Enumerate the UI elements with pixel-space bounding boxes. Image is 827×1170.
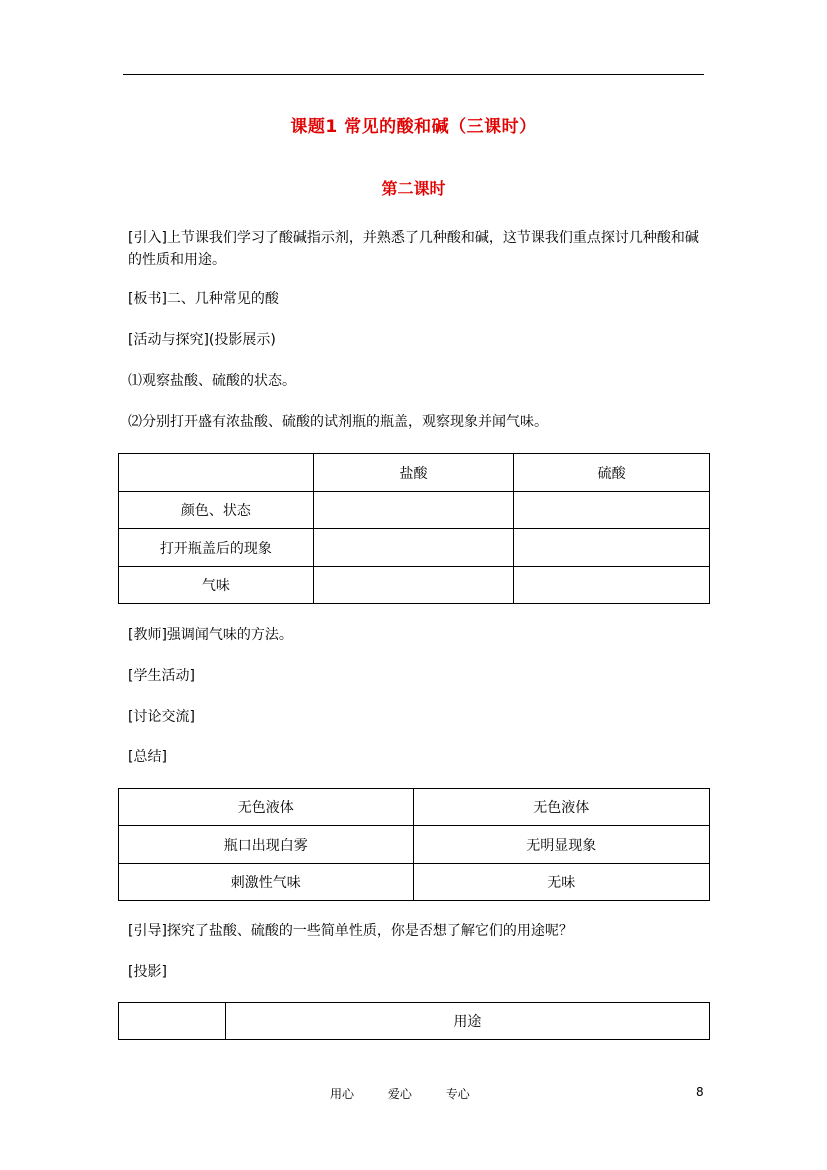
table-cell bbox=[313, 529, 514, 567]
table-cell: 瓶口出现白雾 bbox=[119, 826, 414, 864]
table-cell bbox=[119, 1003, 226, 1040]
table-cell: 打开瓶盖后的现象 bbox=[119, 529, 314, 567]
table-cell: 刺激性气味 bbox=[119, 864, 414, 901]
paragraph-step-2: ⑵分别打开盛有浓盐酸、硫酸的试剂瓶的瓶盖，观察现象并闻气味。 bbox=[128, 414, 548, 430]
table-cell bbox=[514, 567, 710, 604]
lesson-subtitle: 第二课时 bbox=[381, 179, 446, 198]
table-row bbox=[119, 567, 710, 604]
table-cell: 无明显现象 bbox=[413, 826, 710, 864]
paragraph-student-activity: [学生活动] bbox=[128, 668, 195, 684]
table-header-cell: 用途 bbox=[225, 1003, 709, 1040]
paragraph-projection: [投影] bbox=[128, 964, 167, 980]
table-header-cell: 盐酸 bbox=[313, 454, 514, 492]
document-title: 课题1 常见的酸和碱（三课时） bbox=[290, 117, 537, 137]
footer bbox=[330, 1085, 500, 1102]
table-row bbox=[119, 864, 710, 901]
paragraph-intro: [引入]上节课我们学习了酸碱指示剂，并熟悉了几种酸和碱，这节课我们重点探讨几种酸和碱的性质和用途。 bbox=[128, 230, 699, 268]
table-row bbox=[119, 529, 710, 567]
paragraph-discussion: [讨论交流] bbox=[128, 709, 195, 725]
paragraph-summary: [总结] bbox=[128, 749, 167, 765]
table-cell bbox=[514, 492, 710, 529]
table-cell: 无色液体 bbox=[119, 789, 414, 826]
paragraph-board: [板书]二、几种常见的酸 bbox=[128, 291, 279, 307]
paragraph-teacher: [教师]强调闻气味的方法。 bbox=[128, 627, 293, 643]
table-row bbox=[119, 826, 710, 864]
table-cell: 无味 bbox=[413, 864, 710, 901]
table-cell bbox=[119, 454, 314, 492]
table-cell: 颜色、状态 bbox=[119, 492, 314, 529]
table-cell bbox=[313, 492, 514, 529]
table-header-row bbox=[119, 1003, 710, 1040]
table-cell: 气味 bbox=[119, 567, 314, 604]
paragraph-activity: [活动与探究](投影展示) bbox=[128, 332, 276, 348]
page-number: 8 bbox=[696, 1085, 704, 1099]
table-row bbox=[119, 492, 710, 529]
footer-item: 专心 bbox=[445, 1087, 470, 1101]
table-cell bbox=[514, 529, 710, 567]
table-cell: 无色液体 bbox=[413, 789, 710, 826]
paragraph-step-1: ⑴观察盐酸、硫酸的状态。 bbox=[128, 373, 296, 389]
footer-item: 爱心 bbox=[387, 1087, 412, 1101]
table-header-cell: 硫酸 bbox=[514, 454, 710, 492]
table-row bbox=[119, 789, 710, 826]
table-header-row bbox=[119, 454, 710, 492]
observation-table bbox=[118, 453, 710, 604]
footer-item: 用心 bbox=[330, 1087, 355, 1101]
paragraph-guide: [引导]探究了盐酸、硫酸的一些简单性质，你是否想了解它们的用途呢？ bbox=[128, 923, 573, 939]
header-rule bbox=[123, 74, 704, 75]
table-cell bbox=[313, 567, 514, 604]
uses-table bbox=[118, 1002, 710, 1040]
summary-table bbox=[118, 788, 710, 901]
